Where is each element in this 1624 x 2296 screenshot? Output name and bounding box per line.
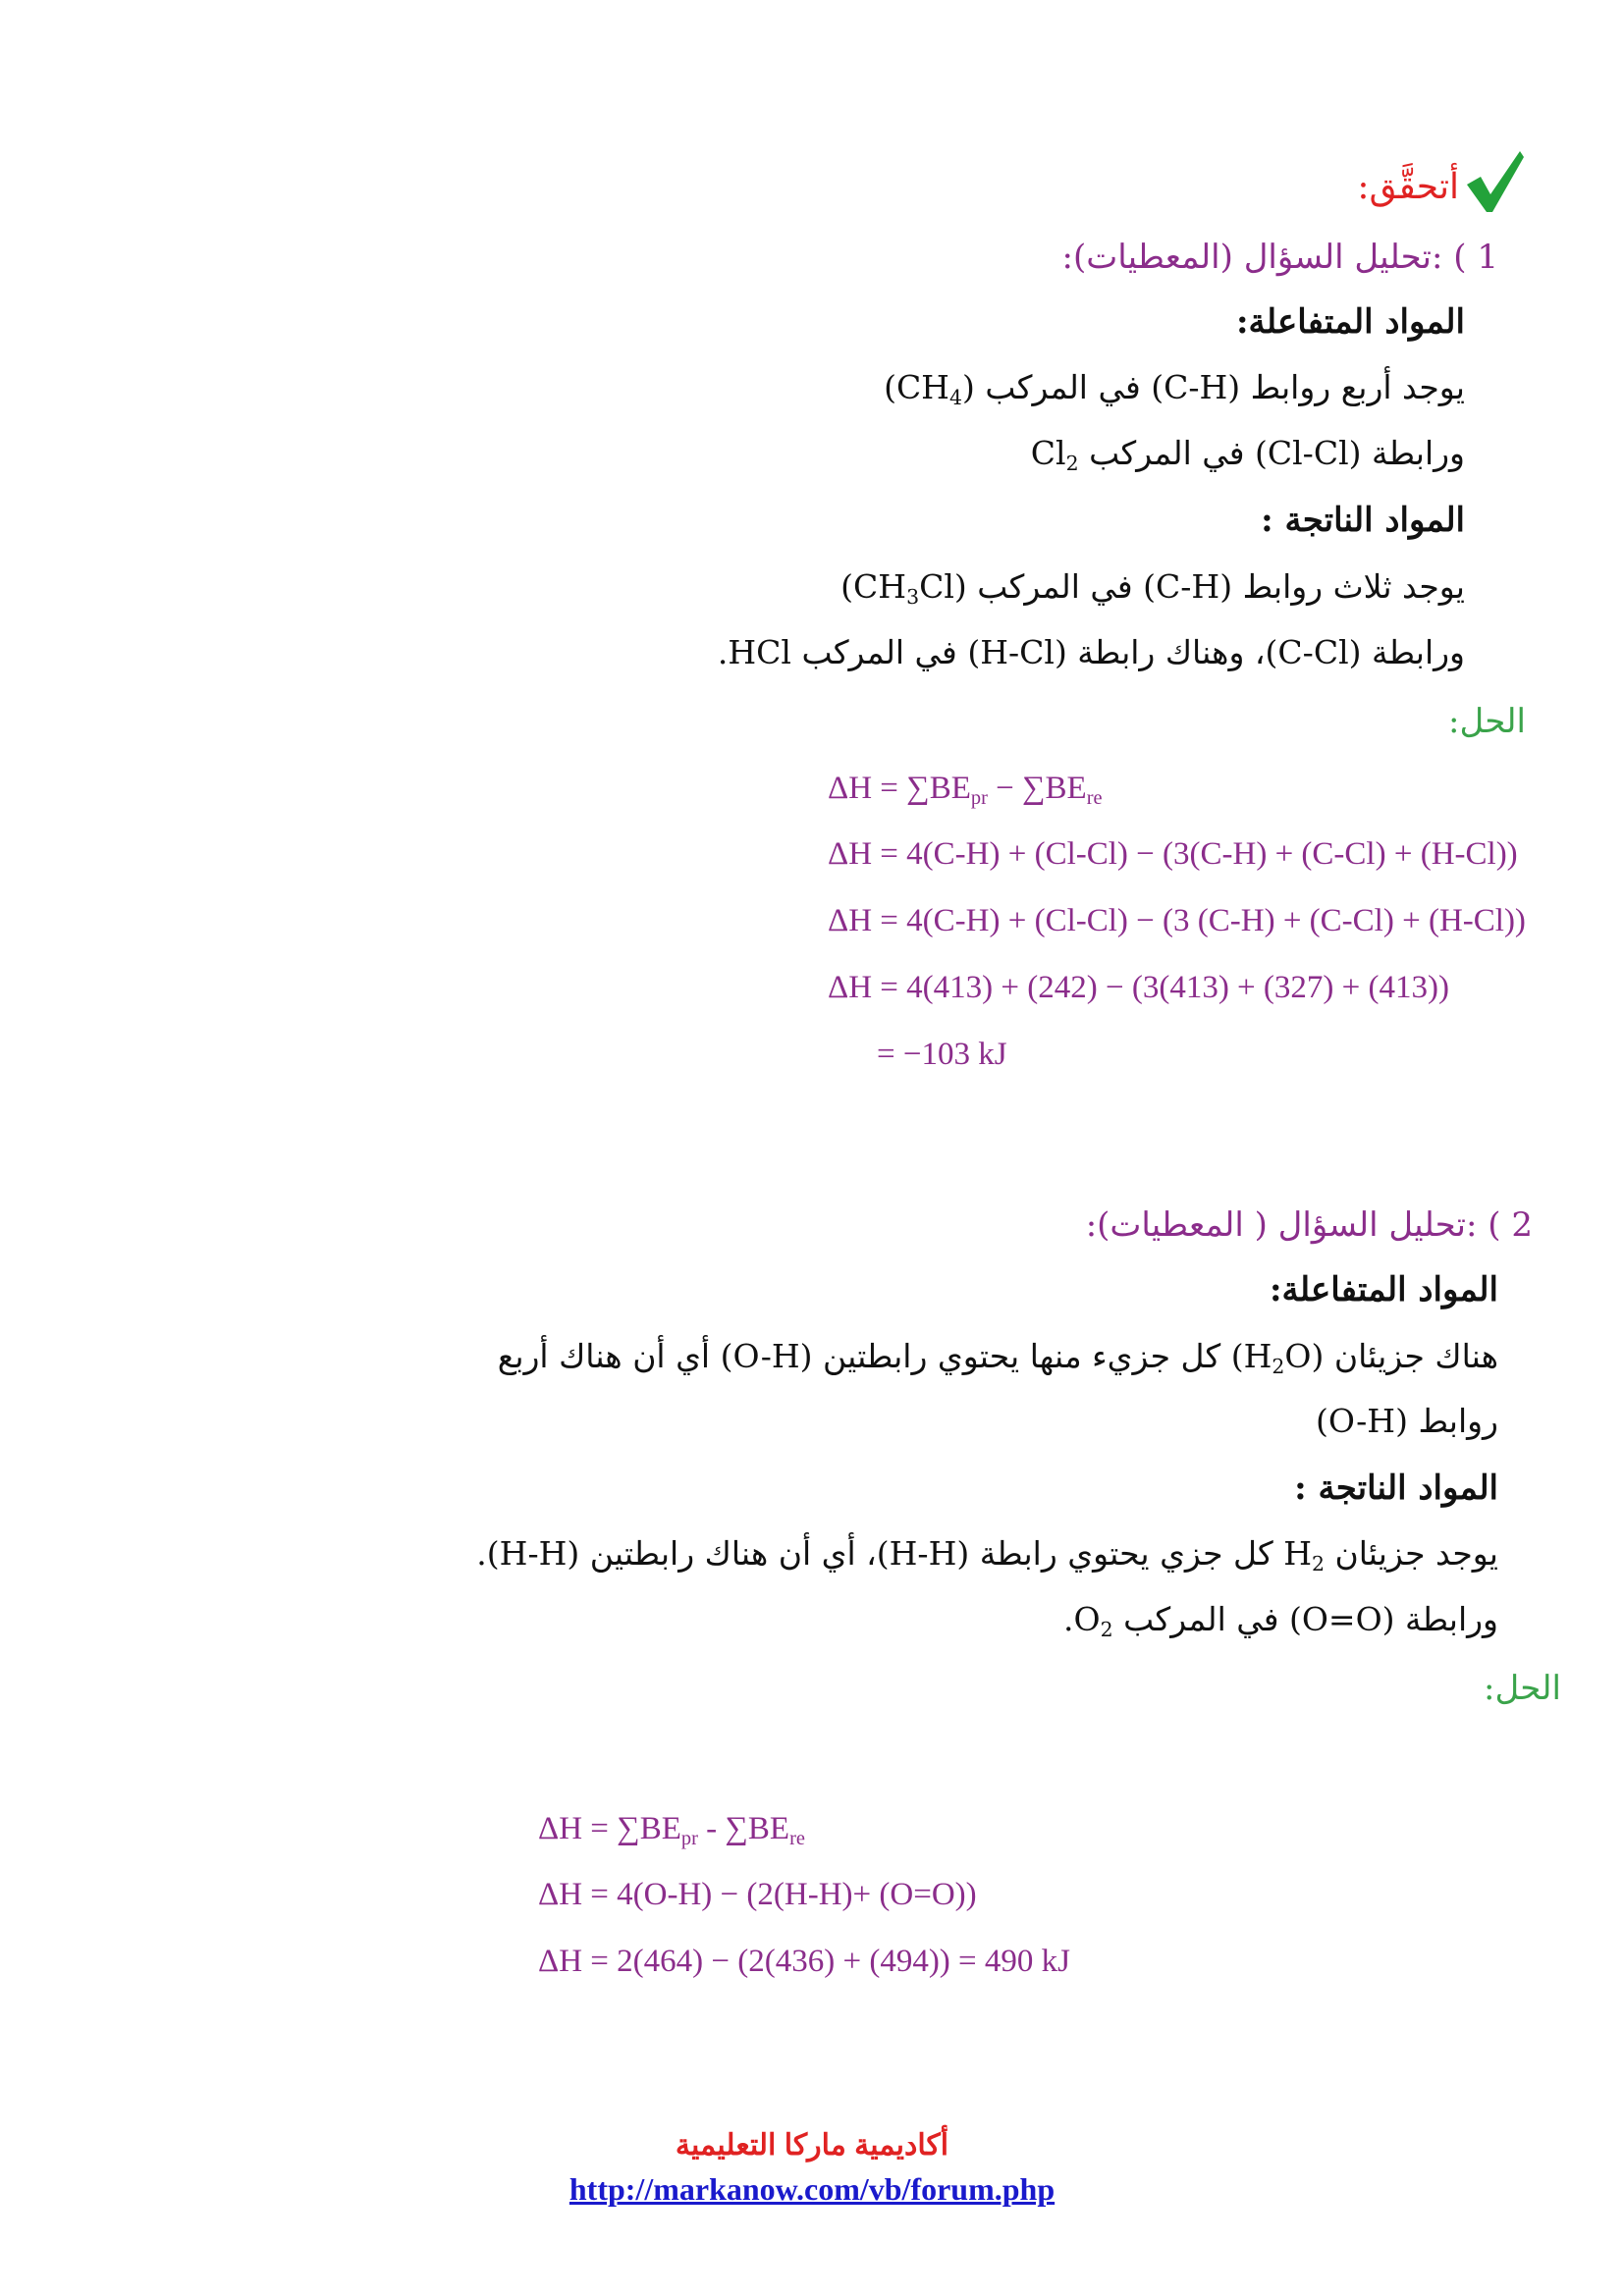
- q2-products-line2: [1063, 1600, 1498, 1641]
- q2-eq1-sub2: re: [789, 1828, 805, 1850]
- q1-r-line2-sub: 2: [1065, 452, 1079, 476]
- q1-r-line1-sub: 4: [948, 386, 962, 410]
- q2-reactants-line1: [498, 1337, 1498, 1378]
- q2-products-line1: [476, 1534, 1498, 1575]
- q2-heading: 2 ) :تحليل السؤال ( المعطيات):: [1085, 1205, 1533, 1245]
- q1-equation-3: ΔH = 4(C-H) + (Cl-Cl) − (3 (C-H) + (C-Cl) + (H-Cl)): [828, 903, 1526, 938]
- q1-products-title: المواد الناتجة :: [1261, 501, 1465, 540]
- q2-p-line1-end: كل جزي يحتوي رابطة (H-H)، أي أن هناك رابطتين (H-H).: [476, 1534, 1284, 1573]
- q2-products-title: المواد الناتجة :: [1294, 1468, 1498, 1508]
- q2-reactants-title: المواد المتفاعلة:: [1269, 1270, 1498, 1309]
- q1-equation-1: [828, 771, 1103, 810]
- academy-name: أكاديمية ماركا التعليمية: [675, 2129, 949, 2162]
- q1-reactants-title: المواد المتفاعلة:: [1235, 302, 1465, 342]
- q2-p-line2-sub: 2: [1100, 1618, 1113, 1642]
- q2-p-line2-end: .: [1063, 1600, 1074, 1638]
- q2-p-line1-sub: 2: [1312, 1552, 1326, 1576]
- q1-reactants-line1: [884, 368, 1465, 409]
- q2-r-line1-end: O) كل جزيء منها يحتوي رابطتين (O-H) أي أن هناك أربع: [497, 1337, 1312, 1375]
- q1-equation-4: ΔH = 4(413) + (242) − (3(413) + (327) + (413)): [828, 970, 1449, 1005]
- q2-p-line1-text: يوجد جزيئان H: [1283, 1534, 1498, 1573]
- q1-equation-5: = −103 kJ: [877, 1037, 1007, 1072]
- q1-equation-2: ΔH = 4(C-H) + (Cl-Cl) − (3(C-H) + (C-Cl) + (H-Cl)): [828, 836, 1518, 872]
- q2-equation-1: [538, 1811, 805, 1850]
- q2-r-line1-text: هناك جزيئان (H: [1243, 1337, 1498, 1375]
- q1-heading: 1 ) :تحليل السؤال (المعطيات):: [1061, 238, 1498, 277]
- forum-link[interactable]: http://markanow.com/vb/forum.php: [568, 2171, 1056, 2207]
- check-title: أتحقَّق:: [1357, 167, 1459, 207]
- q2-eq1-a: ΔH = ∑BE: [538, 1811, 681, 1846]
- q1-solution-title: الحل:: [1448, 702, 1526, 741]
- q2-r-line1-sub: 2: [1272, 1355, 1285, 1379]
- q2-equation-2: ΔH = 4(O-H) − (2(H-H)+ (O=O)): [538, 1877, 977, 1912]
- q1-r-line1-text: يوجد أربع روابط (C-H) في المركب (CH: [895, 368, 1465, 406]
- q1-products-line1: [840, 567, 1465, 609]
- checkmark-icon: [1463, 147, 1528, 216]
- q2-solution-title: الحل:: [1484, 1669, 1561, 1708]
- q1-products-line2: ورابطة (C-Cl)، وهناك رابطة (H-Cl) في المركب HCl.: [717, 633, 1465, 671]
- q2-p-line2-text: ورابطة (O=O) في المركب O: [1073, 1600, 1498, 1638]
- q2-eq1-b: - ∑BE: [697, 1811, 790, 1846]
- q2-equation-3: ΔH = 2(464) − (2(436) + (494)) = 490 kJ: [538, 1944, 1071, 1979]
- q1-eq1-a: ΔH = ∑BE: [828, 771, 971, 806]
- q1-p-line1-text: يوجد ثلاث روابط (C-H) في المركب (CH: [853, 567, 1465, 606]
- q1-eq1-sub1: pr: [970, 787, 988, 810]
- q1-p-line1-sub: 3: [906, 585, 920, 610]
- q1-r-line1-end: ): [884, 368, 896, 406]
- q2-reactants-line2: روابط (O-H): [1316, 1402, 1498, 1440]
- q1-reactants-line2: [1031, 434, 1465, 475]
- q1-r-line2-text: ورابطة (Cl-Cl) في المركب Cl: [1030, 434, 1465, 472]
- q1-eq1-sub2: re: [1086, 787, 1103, 810]
- q2-eq1-sub1: pr: [680, 1828, 698, 1850]
- q1-p-line1-end: Cl): [840, 567, 954, 606]
- q1-eq1-b: − ∑BE: [987, 771, 1087, 806]
